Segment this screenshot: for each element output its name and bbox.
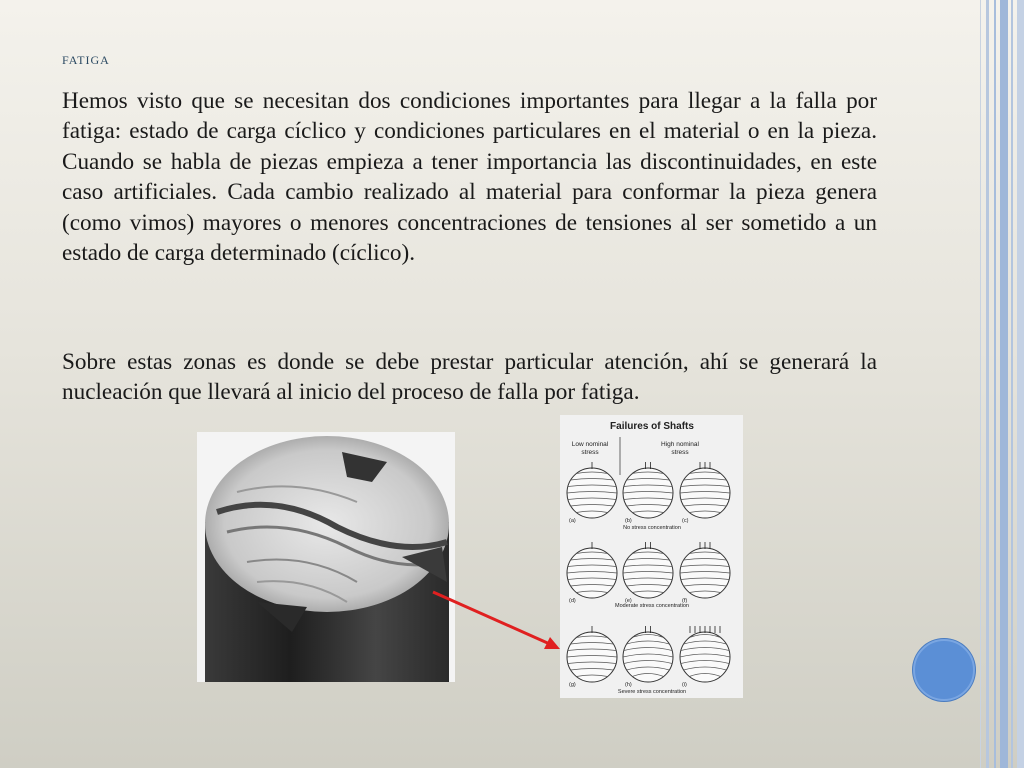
failures-of-shafts-diagram (560, 415, 743, 698)
stress-circles (567, 462, 730, 682)
header-high-line2: stress (671, 449, 689, 456)
row-1-caption: No stress concentration (623, 525, 681, 531)
circle-label: (h) (625, 682, 632, 688)
stress-circle (680, 626, 730, 682)
paragraph-1: Hemos visto que se necesitan dos condiciones importantes para llegar a la falla por fatiga: estado de carga cíclico y condiciones particulares en el material o en la pieza. Cuando se habla de piezas empieza a tener importancia las discontinuidades, en este caso artificiales. Cada cambio realizado al material para conformar la pieza genera (como vimos) mayores o menores concentraciones de tensiones al ser sometido a un estado de carga determinado (cíclico). (62, 88, 877, 267)
slide-title: fatiga (62, 49, 110, 68)
paragraph-2: Sobre estas zonas es donde se debe prestar particular atención, ahí se generará la nucleación que llevará al inicio del proceso de falla por fatiga. (62, 349, 877, 406)
row-3-caption: Severe stress concentration (617, 689, 687, 695)
circle-label: (b) (625, 518, 632, 524)
header-low-line2: stress (581, 449, 599, 456)
circle-label: (g) (569, 682, 576, 688)
red-arrow (420, 575, 580, 665)
row-2-caption: Moderate stress concentration (615, 603, 689, 609)
stress-circle (623, 462, 673, 518)
stress-circle (567, 462, 617, 518)
header-low-line1: Low nominal (571, 441, 609, 448)
diagram-title: Failures of Shafts (610, 421, 694, 432)
header-high-line1: High nominal (661, 441, 699, 448)
circle-label: (d) (569, 598, 576, 604)
right-decorative-bar (980, 0, 1024, 768)
blue-circle-decoration (913, 639, 975, 701)
stress-circle (680, 462, 730, 518)
fractured-shaft-photo (197, 432, 455, 682)
stress-circle (623, 542, 673, 598)
stress-circle (680, 542, 730, 598)
stress-circle (623, 626, 673, 682)
circle-label: (e) (625, 598, 632, 604)
circle-label: (f) (682, 598, 688, 604)
circle-label: (a) (569, 518, 576, 524)
circle-label: (i) (682, 682, 687, 688)
circle-label: (c) (682, 518, 689, 524)
